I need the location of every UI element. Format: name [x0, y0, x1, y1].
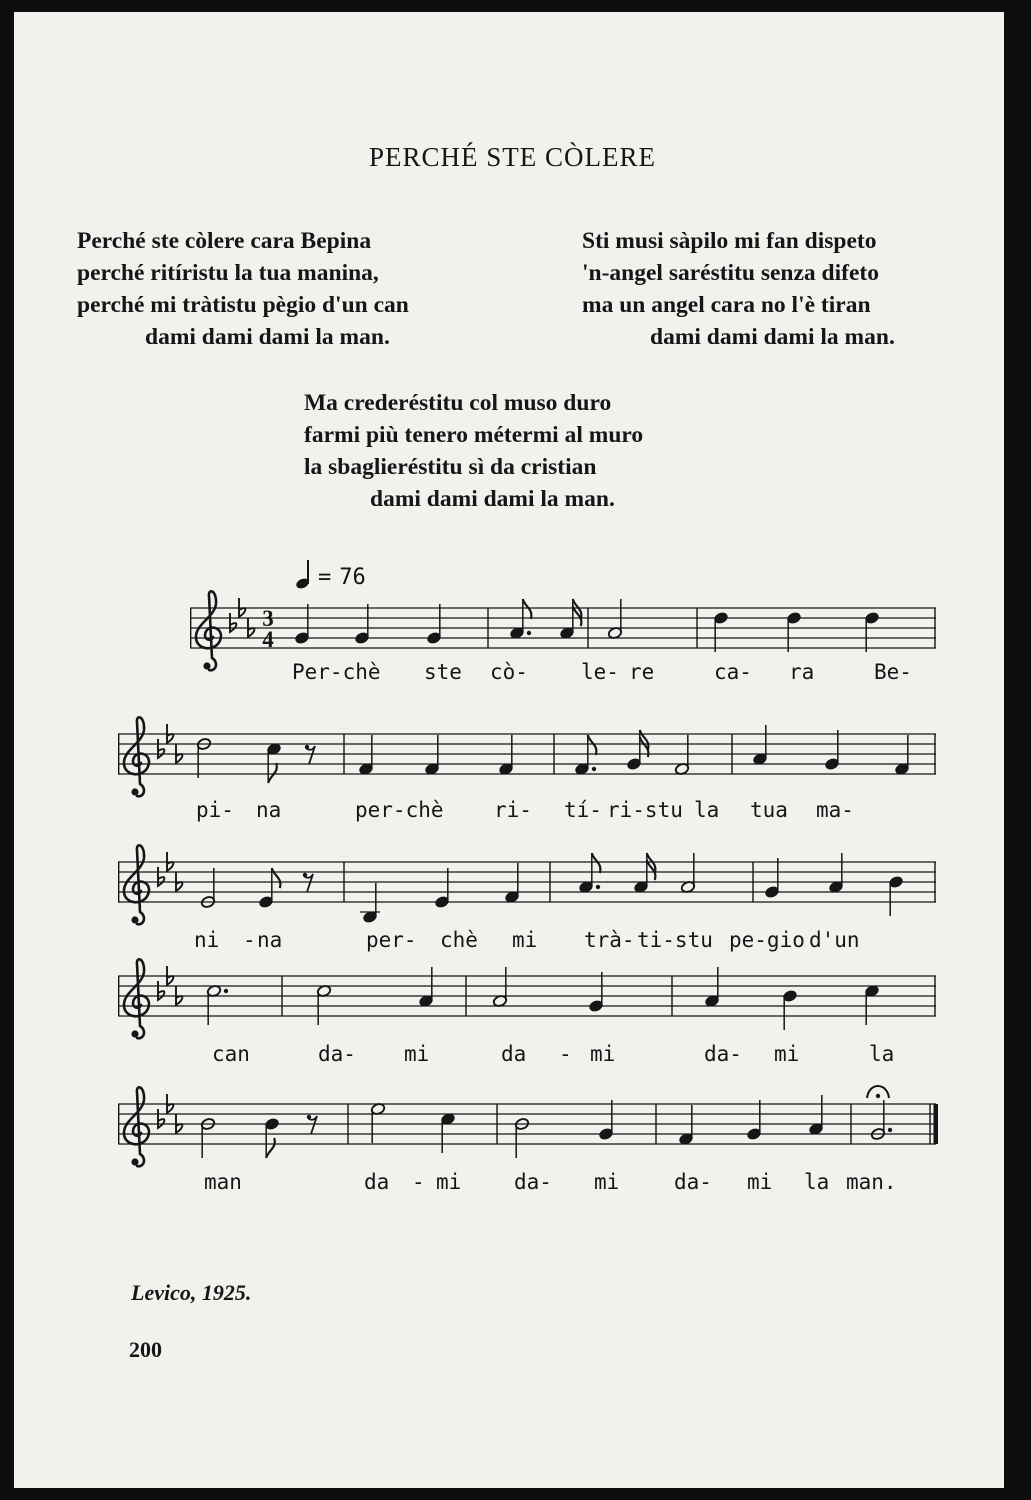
lyric-syllable: da-	[318, 1042, 356, 1066]
lyric-syllable: mi	[774, 1042, 800, 1066]
stanza-line: ma un angel cara no l'è tiran	[582, 292, 871, 318]
note	[764, 858, 779, 899]
lyric-syllable: da-	[674, 1170, 712, 1194]
lyric-syllable: mi	[590, 1042, 616, 1066]
note	[786, 611, 801, 652]
lyric-syllable: trà-	[584, 928, 635, 952]
note	[360, 883, 380, 924]
lyric-syllable: ri-	[494, 798, 532, 822]
eighth-rest-dot	[305, 745, 309, 749]
note	[294, 604, 309, 645]
treble-clef-icon	[124, 1087, 149, 1166]
stanza-refrain: dami dami dami la man.	[370, 486, 615, 512]
note	[864, 611, 879, 652]
stanza-line: Ma crederéstitu col muso duro	[304, 390, 612, 416]
flat-sign	[230, 613, 236, 632]
note	[864, 984, 879, 1025]
note	[370, 1102, 385, 1143]
stanza-line: 'n-angel saréstitu senza difeto	[582, 260, 879, 286]
note	[434, 868, 449, 909]
note	[888, 875, 903, 916]
note	[680, 853, 695, 894]
note	[492, 967, 507, 1008]
note	[782, 989, 797, 1030]
note	[607, 599, 622, 640]
augmentation-dot	[596, 885, 600, 889]
note	[426, 604, 441, 645]
page-title: PERCHÉ STE CÒLERE	[369, 142, 657, 172]
stanza-line: perché mi tràtistu pègio d'un can	[77, 292, 409, 318]
lyric-syllable: Be-	[874, 660, 912, 684]
note	[678, 1105, 693, 1146]
lyric-syllable: na	[256, 798, 282, 822]
treble-clef-tail	[131, 788, 138, 795]
lyric-syllable: ti-stu	[637, 928, 713, 952]
tempo-bpm: 76	[339, 565, 366, 590]
lyric-syllable: da	[501, 1042, 527, 1066]
final-barline-thick	[934, 1104, 939, 1144]
stanza-1	[77, 225, 409, 353]
note	[504, 863, 519, 904]
lyric-syllable: da-	[704, 1042, 742, 1066]
augmentation-dot	[888, 1128, 892, 1132]
note	[828, 853, 843, 894]
flat-sign	[158, 739, 164, 758]
note	[509, 599, 531, 640]
treble-clef-icon	[124, 959, 149, 1038]
treble-clef-tail	[203, 662, 210, 669]
stanza-line: perché ritíristu la tua manina,	[77, 260, 379, 286]
lyric-syllable: pe-gio	[729, 928, 805, 952]
note	[746, 1100, 761, 1141]
lyric-syllable: mi	[512, 928, 538, 952]
note	[752, 725, 767, 766]
fermata-dot	[876, 1094, 880, 1098]
lyric-syllable: na	[257, 928, 283, 952]
note	[824, 730, 839, 771]
lyric-syllable: ri-stu	[607, 798, 683, 822]
lyric-syllable: re	[629, 660, 655, 684]
note-flag	[592, 853, 601, 873]
note-flag	[588, 735, 597, 755]
stanza-refrain: dami dami dami la man.	[145, 324, 390, 350]
lyric-syllable: chè	[440, 928, 478, 952]
note	[206, 984, 228, 1025]
lyric-syllable: pi-	[196, 798, 234, 822]
lyric-syllable: la	[869, 1042, 895, 1066]
treble-clef-tail	[131, 916, 138, 923]
note-flag	[272, 868, 281, 888]
note	[266, 742, 281, 783]
tempo-marking: = 76	[296, 560, 366, 590]
lyric-syllable: la	[804, 1170, 830, 1194]
note	[713, 611, 728, 652]
lyric-syllable: mi	[594, 1170, 620, 1194]
place-date: Levico, 1925.	[131, 1280, 252, 1305]
note	[633, 853, 655, 894]
note	[358, 735, 373, 776]
stanza-line: Perché ste còlere cara Bepina	[77, 228, 372, 254]
lyric-syllable: Per-chè	[292, 660, 381, 684]
stanza-line: la sbaglieréstitu sì da cristian	[304, 454, 597, 480]
lyric-syllable: -	[243, 928, 256, 952]
lyric-syllable: tua	[750, 798, 788, 822]
lyric-syllable: mi	[436, 1170, 462, 1194]
treble-clef-tail	[131, 1158, 138, 1165]
note	[574, 735, 596, 776]
note	[440, 1112, 455, 1153]
note	[674, 735, 689, 776]
lyric-syllable: ma-	[816, 798, 854, 822]
stanza-2	[582, 225, 895, 353]
staff-system	[190, 578, 948, 708]
note	[598, 1100, 613, 1141]
treble-clef-icon	[196, 591, 221, 670]
lyric-syllable: can	[212, 1042, 250, 1066]
songbook-page	[14, 12, 1004, 1488]
note-flag	[266, 1138, 275, 1158]
note-flag	[523, 599, 532, 619]
flat-sign	[158, 867, 164, 886]
treble-clef-tail	[131, 1030, 138, 1037]
flat-sign	[158, 981, 164, 1000]
note	[316, 984, 331, 1025]
augmentation-dot	[224, 989, 228, 993]
lyric-syllable: ste	[424, 660, 462, 684]
augmentation-dot	[527, 631, 531, 635]
note	[424, 735, 439, 776]
lyric-syllable: tí-	[564, 798, 602, 822]
time-signature-numerator: 3	[262, 606, 274, 631]
augmentation-dot	[592, 767, 596, 771]
lyric-syllable: mi	[747, 1170, 773, 1194]
note	[578, 853, 600, 894]
treble-clef-icon	[124, 845, 149, 924]
flat-sign	[158, 1109, 164, 1128]
note	[588, 972, 603, 1013]
note	[264, 1117, 279, 1158]
lyric-syllable: la	[694, 798, 720, 822]
lyric-syllable: -	[412, 1170, 425, 1194]
time-signature-denominator: 4	[262, 627, 274, 652]
note	[559, 599, 581, 640]
stanza-line: Sti musi sàpilo mi fan dispeto	[582, 228, 877, 254]
note	[498, 735, 513, 776]
lyric-syllable: da-	[514, 1170, 552, 1194]
lyric-syllable: ca-	[714, 660, 752, 684]
note	[418, 967, 433, 1008]
note	[894, 735, 909, 776]
stanza-3	[304, 387, 643, 515]
note	[704, 967, 719, 1008]
note	[354, 604, 369, 645]
note-flag	[268, 763, 277, 783]
lyric-syllable: per-chè	[355, 798, 444, 822]
lyric-syllable: per-	[366, 928, 417, 952]
lyric-syllable: da	[364, 1170, 390, 1194]
lyric-syllable: ra	[789, 660, 815, 684]
treble-clef-icon	[124, 717, 149, 796]
note	[808, 1095, 823, 1136]
eighth-rest-dot	[307, 1115, 311, 1119]
stanza-line: farmi più tenero métermi al muro	[304, 422, 644, 448]
lyric-syllable: mi	[404, 1042, 430, 1066]
page-number: 200	[129, 1337, 162, 1362]
lyric-syllable: ni	[194, 928, 220, 952]
stanza-refrain: dami dami dami la man.	[650, 324, 895, 350]
lyric-syllable: man	[204, 1170, 242, 1194]
eighth-rest-dot	[303, 873, 307, 877]
lyric-syllable: d'un	[809, 928, 860, 952]
lyric-syllable: le-	[581, 660, 619, 684]
lyric-syllable: -	[559, 1042, 572, 1066]
lyric-syllable: man.	[846, 1170, 897, 1194]
lyric-syllable: cò-	[490, 660, 528, 684]
